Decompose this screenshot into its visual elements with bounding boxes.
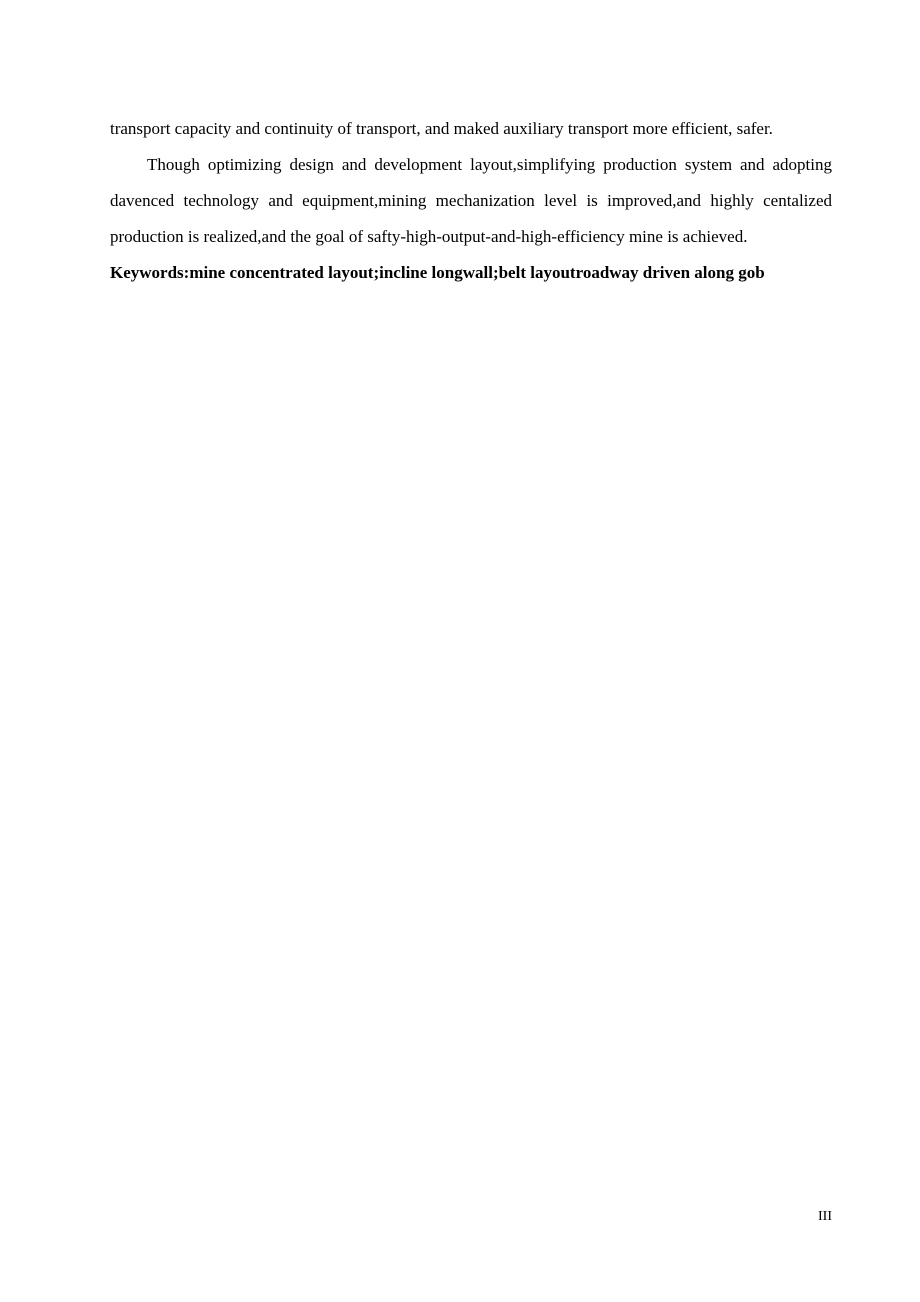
abstract-body: [110, 111, 832, 291]
paragraph-summary: Though optimizing design and development layout,simplifying production system and adopting davenced technology and equipment,mining mechanization level is improved,and highly centalized production is realized,and the goal of safty-high-output-and-high-efficiency mine is achieved.: [110, 155, 832, 246]
keywords-line: Keywords:mine concentrated layout;incline longwall;belt layoutroadway driven along gob: [110, 263, 765, 282]
page-number: III: [818, 1209, 832, 1224]
paragraph-continuation: transport capacity and continuity of transport, and maked auxiliary transport more efficient, safer.: [110, 119, 773, 138]
